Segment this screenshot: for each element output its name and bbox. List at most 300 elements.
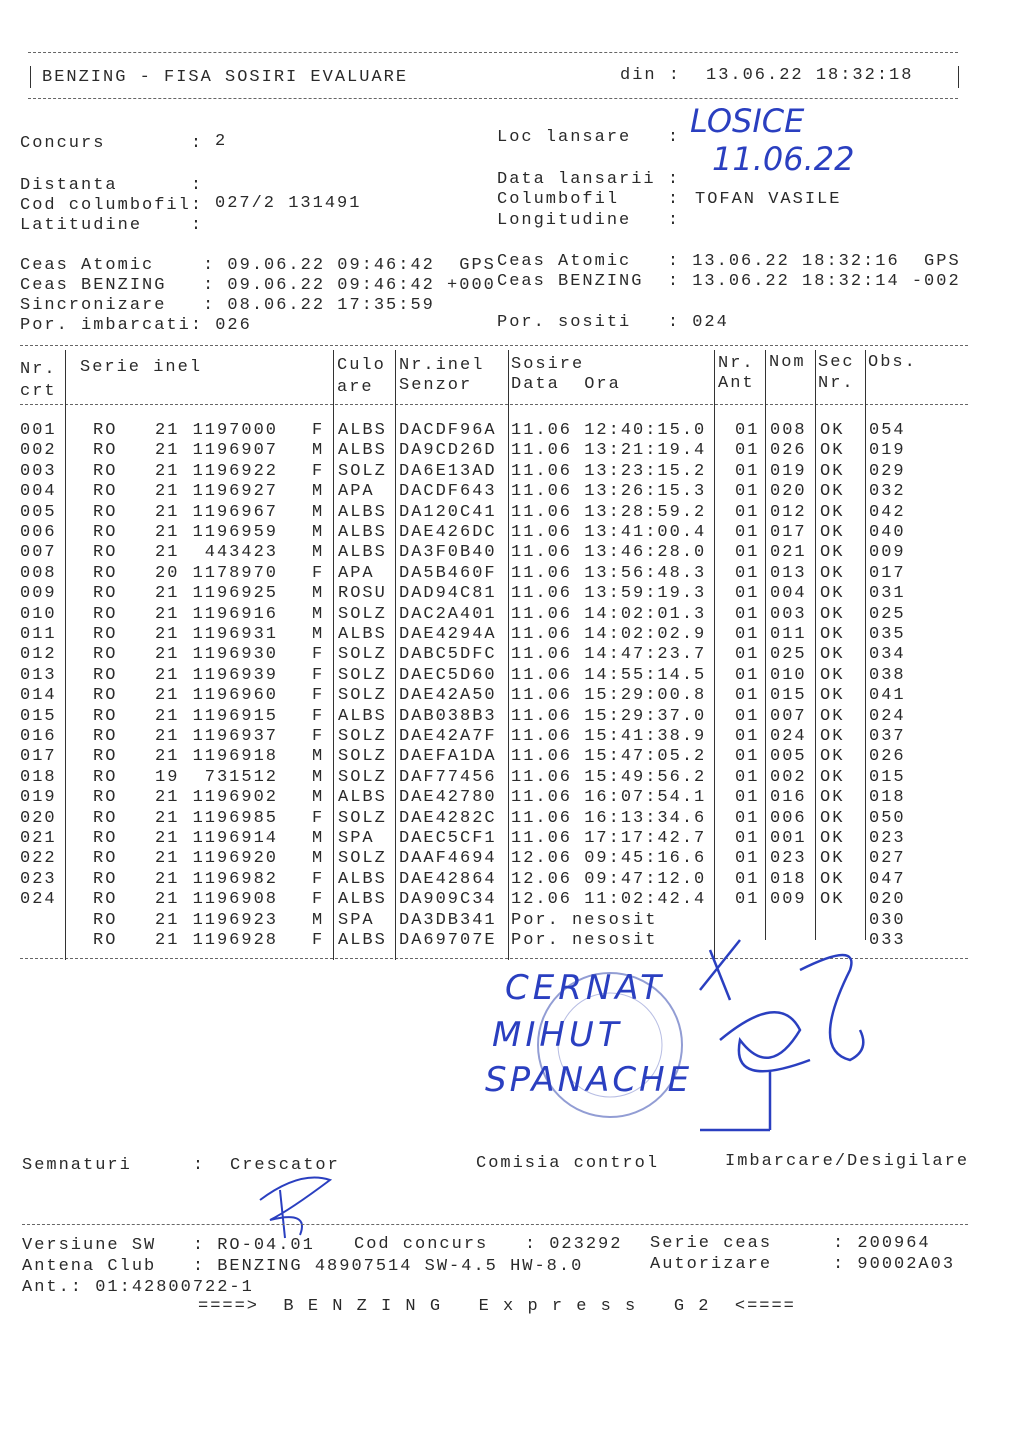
row-10-tara: RO: [93, 604, 118, 624]
row-13-sex: F: [312, 665, 325, 685]
row-18-inel: 731512: [204, 767, 278, 787]
row-20-sosire: 11.06 16:13:34.6: [511, 808, 707, 828]
row-24-sosire: 12.06 11:02:42.4: [511, 890, 707, 910]
row-23-tara: RO: [93, 869, 118, 889]
row-23-sec: OK: [820, 869, 845, 889]
row-13-obs: 038: [869, 665, 906, 685]
row-1-nom: 008: [770, 421, 807, 440]
row-1-senzor: DACDF96A: [399, 421, 497, 440]
row-25-senzor: DA3DB341: [399, 910, 497, 930]
row-23-culoare: ALBS: [338, 869, 387, 889]
row-17-culoare: SOLZ: [338, 747, 387, 767]
versiune-sw: Versiune SW : RO-04.01: [22, 1236, 315, 1255]
crescator-signature: [240, 1160, 360, 1240]
row-14-nom: 015: [770, 686, 807, 706]
row-11-nr: 011: [20, 625, 57, 644]
row-12-inel: 1196930: [192, 645, 278, 665]
row-23-sosire: 12.06 09:47:12.0: [511, 869, 707, 889]
row-24-obs: 020: [869, 890, 906, 910]
row-8-sex: F: [312, 563, 325, 583]
row-2-sex: M: [312, 441, 325, 461]
row-19-senzor: DAE42780: [399, 788, 497, 808]
row-4-sosire: 11.06 13:26:15.3: [511, 482, 707, 502]
table-header-border: [20, 404, 968, 405]
row-17-nr: 017: [20, 747, 57, 767]
col-nr-header: Nr.: [20, 360, 57, 379]
row-7-senzor: DA3F0B40: [399, 543, 497, 563]
row-11-obs: 035: [869, 625, 906, 644]
row-8-inel: 1178970: [192, 563, 278, 583]
row-22-sex: M: [312, 849, 325, 869]
row-11-ant: 01: [735, 625, 760, 644]
row-9-culoare: ROSU: [338, 584, 387, 604]
row-9-an: 21: [155, 584, 180, 604]
row-14-inel: 1196960: [192, 686, 278, 706]
row-10-senzor: DAC2A401: [399, 604, 497, 624]
row-26-culoare: ALBS: [338, 931, 387, 950]
row-17-sec: OK: [820, 747, 845, 767]
row-22-sec: OK: [820, 849, 845, 869]
row-17-sosire: 11.06 15:47:05.2: [511, 747, 707, 767]
row-12-sosire: 11.06 14:47:23.7: [511, 645, 707, 665]
row-24-sex: F: [312, 890, 325, 910]
signature-name-3: SPANACHE: [485, 1060, 693, 1100]
print-date-value: 13.06.22 18:32:18: [706, 66, 914, 85]
row-12-ant: 01: [735, 645, 760, 665]
row-8-an: 20: [155, 563, 180, 583]
row-6-ant: 01: [735, 523, 760, 542]
row-13-culoare: SOLZ: [338, 665, 387, 685]
row-15-sec: OK: [820, 706, 845, 726]
row-22-tara: RO: [93, 849, 118, 869]
autorizare: Autorizare : 90002A03: [650, 1255, 956, 1274]
row-5-tara: RO: [93, 502, 118, 522]
row-7-obs: 009: [869, 543, 906, 563]
row-9-sex: M: [312, 584, 325, 604]
antena-id: Ant.: 01:42800722-1: [22, 1278, 254, 1297]
row-21-senzor: DAEC5CF1: [399, 829, 497, 848]
row-15-tara: RO: [93, 706, 118, 726]
row-13-sosire: 11.06 14:55:14.5: [511, 665, 707, 685]
row-2-an: 21: [155, 441, 180, 461]
row-7-culoare: ALBS: [338, 543, 387, 563]
row-22-an: 21: [155, 849, 180, 869]
row-20-obs: 050: [869, 808, 906, 828]
row-21-sosire: 11.06 17:17:42.7: [511, 829, 707, 848]
row-1-obs: 054: [869, 421, 906, 440]
header-bottom-border: [28, 98, 958, 99]
col-senzor-header-2: Senzor: [399, 376, 473, 395]
data-lansarii-handwritten: 11.06.22: [712, 140, 855, 178]
row-18-sosire: 11.06 15:49:56.2: [511, 767, 707, 787]
row-6-sosire: 11.06 13:41:00.4: [511, 523, 707, 542]
row-4-inel: 1196927: [192, 482, 278, 502]
col-nom-header: Nom: [769, 353, 806, 372]
row-23-senzor: DAE42864: [399, 869, 497, 889]
column-divider: [815, 350, 816, 940]
print-date-label: din :: [620, 66, 682, 85]
row-25-sosire: Por. nesosit: [511, 910, 658, 930]
row-7-an: 21: [155, 543, 180, 563]
distanta-label: Distanta :: [20, 176, 204, 195]
row-3-senzor: DA6E13AD: [399, 461, 497, 481]
row-13-sec: OK: [820, 665, 845, 685]
row-8-ant: 01: [735, 563, 760, 583]
row-15-sex: F: [312, 706, 325, 726]
row-3-ant: 01: [735, 461, 760, 481]
column-divider: [865, 350, 866, 940]
col-culoare-header-2: are: [337, 378, 374, 397]
row-9-tara: RO: [93, 584, 118, 604]
row-15-nr: 015: [20, 706, 57, 726]
row-19-nom: 016: [770, 788, 807, 808]
row-1-sosire: 11.06 12:40:15.0: [511, 421, 707, 440]
row-1-tara: RO: [93, 421, 118, 440]
row-6-culoare: ALBS: [338, 523, 387, 542]
row-26-an: 21: [155, 931, 180, 950]
col-sec-header-2: Nr.: [818, 374, 855, 393]
row-21-sex: M: [312, 829, 325, 848]
row-12-sec: OK: [820, 645, 845, 665]
row-4-senzor: DACDF643: [399, 482, 497, 502]
row-20-tara: RO: [93, 808, 118, 828]
header-right-border: [958, 66, 959, 88]
row-25-obs: 030: [869, 910, 906, 930]
loc-lansare-label: Loc lansare :: [497, 128, 681, 147]
row-6-senzor: DAE426DC: [399, 523, 497, 542]
row-4-an: 21: [155, 482, 180, 502]
row-17-sex: M: [312, 747, 325, 767]
row-15-nom: 007: [770, 706, 807, 726]
row-16-sec: OK: [820, 727, 845, 746]
loc-lansare-handwritten: LOSICE: [690, 102, 805, 140]
row-17-nom: 005: [770, 747, 807, 767]
row-8-sosire: 11.06 13:56:48.3: [511, 563, 707, 583]
benzing-banner: ====> B E N Z I N G E x p r e s s G 2 <====: [198, 1297, 796, 1316]
row-15-ant: 01: [735, 706, 760, 726]
col-serie-header: Serie inel: [80, 358, 203, 377]
row-5-an: 21: [155, 502, 180, 522]
row-17-senzor: DAEFA1DA: [399, 747, 497, 767]
row-21-an: 21: [155, 829, 180, 848]
row-4-culoare: APA: [338, 482, 375, 502]
row-3-nom: 019: [770, 461, 807, 481]
row-17-ant: 01: [735, 747, 760, 767]
row-19-an: 21: [155, 788, 180, 808]
row-10-nr: 010: [20, 604, 57, 624]
col-sec-header: Sec: [818, 353, 855, 372]
row-12-sex: F: [312, 645, 325, 665]
row-3-an: 21: [155, 461, 180, 481]
porumbei-imbarcati: Por. imbarcati: 026: [20, 316, 252, 335]
column-divider: [765, 350, 766, 940]
row-23-nr: 023: [20, 869, 57, 889]
row-9-nr: 009: [20, 584, 57, 604]
row-22-obs: 027: [869, 849, 906, 869]
row-18-ant: 01: [735, 767, 760, 787]
row-1-an: 21: [155, 421, 180, 440]
row-22-culoare: SOLZ: [338, 849, 387, 869]
row-23-inel: 1196982: [192, 869, 278, 889]
row-8-nom: 013: [770, 563, 807, 583]
row-7-tara: RO: [93, 543, 118, 563]
row-26-obs: 033: [869, 931, 906, 950]
signature-name-1: CERNAT: [505, 968, 665, 1008]
row-11-sosire: 11.06 14:02:02.9: [511, 625, 707, 644]
row-14-sosire: 11.06 15:29:00.8: [511, 686, 707, 706]
porumbei-sositi: Por. sositi : 024: [497, 313, 729, 332]
col-ant-header: Nr.: [718, 354, 755, 373]
footer-border: [22, 1224, 968, 1225]
col-sosire-header: Sosire: [511, 355, 585, 374]
row-20-sec: OK: [820, 808, 845, 828]
row-14-obs: 041: [869, 686, 906, 706]
row-24-nom: 009: [770, 890, 807, 910]
row-18-obs: 015: [869, 767, 906, 787]
row-24-an: 21: [155, 890, 180, 910]
row-1-sex: F: [312, 421, 325, 440]
row-20-nr: 020: [20, 808, 57, 828]
row-24-culoare: ALBS: [338, 890, 387, 910]
row-26-inel: 1196928: [192, 931, 278, 950]
row-19-sec: OK: [820, 788, 845, 808]
col-senzor-header: Nr.inel: [399, 356, 485, 375]
row-6-sec: OK: [820, 523, 845, 542]
row-23-nom: 018: [770, 869, 807, 889]
col-culoare-header: Culo: [337, 356, 386, 375]
column-divider: [333, 350, 334, 960]
row-26-sosire: Por. nesosit: [511, 931, 658, 950]
row-20-sex: F: [312, 808, 325, 828]
row-7-nom: 021: [770, 543, 807, 563]
row-2-obs: 019: [869, 441, 906, 461]
row-24-sec: OK: [820, 890, 845, 910]
row-10-sex: M: [312, 604, 325, 624]
row-7-nr: 007: [20, 543, 57, 563]
longitudine-label: Longitudine :: [497, 211, 681, 230]
row-18-culoare: SOLZ: [338, 767, 387, 787]
row-24-tara: RO: [93, 890, 118, 910]
row-3-nr: 003: [20, 461, 57, 481]
row-3-sex: F: [312, 461, 325, 481]
row-4-tara: RO: [93, 482, 118, 502]
col-obs-header: Obs.: [868, 353, 917, 372]
row-5-ant: 01: [735, 502, 760, 522]
row-10-nom: 003: [770, 604, 807, 624]
row-20-senzor: DAE4282C: [399, 808, 497, 828]
column-divider: [395, 350, 396, 960]
row-16-senzor: DAE42A7F: [399, 727, 497, 746]
table-top-border: [20, 345, 968, 346]
row-20-culoare: SOLZ: [338, 808, 387, 828]
row-4-ant: 01: [735, 482, 760, 502]
row-14-ant: 01: [735, 686, 760, 706]
row-7-ant: 01: [735, 543, 760, 563]
row-19-culoare: ALBS: [338, 788, 387, 808]
row-13-senzor: DAEC5D60: [399, 665, 497, 685]
row-2-tara: RO: [93, 441, 118, 461]
row-11-senzor: DAE4294A: [399, 625, 497, 644]
row-15-senzor: DAB038B3: [399, 706, 497, 726]
row-23-sex: F: [312, 869, 325, 889]
row-9-sec: OK: [820, 584, 845, 604]
row-3-obs: 029: [869, 461, 906, 481]
row-8-culoare: APA: [338, 563, 375, 583]
row-10-inel: 1196916: [192, 604, 278, 624]
row-1-sec: OK: [820, 421, 845, 440]
row-5-sosire: 11.06 13:28:59.2: [511, 502, 707, 522]
row-15-inel: 1196915: [192, 706, 278, 726]
row-12-nr: 012: [20, 645, 57, 665]
row-5-inel: 1196967: [192, 502, 278, 522]
row-2-sosire: 11.06 13:21:19.4: [511, 441, 707, 461]
row-22-nom: 023: [770, 849, 807, 869]
row-21-ant: 01: [735, 829, 760, 848]
row-21-culoare: SPA: [338, 829, 375, 848]
serie-ceas: Serie ceas : 200964: [650, 1234, 931, 1253]
row-22-sosire: 12.06 09:45:16.6: [511, 849, 707, 869]
end-ceas-atomic: Ceas Atomic : 13.06.22 18:32:16 GPS: [497, 252, 961, 271]
row-8-sec: OK: [820, 563, 845, 583]
row-16-an: 21: [155, 727, 180, 746]
end-ceas-benzing: Ceas BENZING : 13.06.22 18:32:14 -002: [497, 272, 961, 291]
row-24-inel: 1196908: [192, 890, 278, 910]
row-17-obs: 026: [869, 747, 906, 767]
row-11-nom: 011: [770, 625, 807, 644]
row-6-tara: RO: [93, 523, 118, 542]
row-3-inel: 1196922: [192, 461, 278, 481]
columbofil-value: TOFAN VASILE: [695, 190, 842, 209]
cod-columbofil-label: Cod columbofil:: [20, 196, 204, 215]
row-22-inel: 1196920: [192, 849, 278, 869]
row-22-ant: 01: [735, 849, 760, 869]
row-20-ant: 01: [735, 808, 760, 828]
row-9-sosire: 11.06 13:59:19.3: [511, 584, 707, 604]
start-ceas-atomic: Ceas Atomic : 09.06.22 09:46:42 GPS: [20, 256, 496, 275]
row-16-nr: 016: [20, 727, 57, 746]
row-14-nr: 014: [20, 686, 57, 706]
row-3-culoare: SOLZ: [338, 461, 387, 481]
row-21-nom: 001: [770, 829, 807, 848]
row-14-senzor: DAE42A50: [399, 686, 497, 706]
row-2-nr: 002: [20, 441, 57, 461]
row-12-obs: 034: [869, 645, 906, 665]
row-4-sex: M: [312, 482, 325, 502]
row-19-ant: 01: [735, 788, 760, 808]
row-18-sex: M: [312, 767, 325, 787]
row-16-inel: 1196937: [192, 727, 278, 746]
row-17-tara: RO: [93, 747, 118, 767]
row-21-inel: 1196914: [192, 829, 278, 848]
row-11-sec: OK: [820, 625, 845, 644]
concurs-label: Concurs :: [20, 134, 204, 153]
row-7-sosire: 11.06 13:46:28.0: [511, 543, 707, 563]
row-5-obs: 042: [869, 502, 906, 522]
row-11-sex: M: [312, 625, 325, 644]
row-19-nr: 019: [20, 788, 57, 808]
row-8-nr: 008: [20, 563, 57, 583]
row-14-tara: RO: [93, 686, 118, 706]
row-11-culoare: ALBS: [338, 625, 387, 644]
latitudine-label: Latitudine :: [20, 216, 204, 235]
columbofil-label: Columbofil :: [497, 190, 681, 209]
row-2-culoare: ALBS: [338, 441, 387, 461]
row-16-ant: 01: [735, 727, 760, 746]
row-11-inel: 1196931: [192, 625, 278, 644]
row-15-culoare: ALBS: [338, 706, 387, 726]
row-1-nr: 001: [20, 421, 57, 440]
row-7-inel: 443423: [204, 543, 278, 563]
row-13-an: 21: [155, 665, 180, 685]
imbarcare-label: Imbarcare/Desigilare: [725, 1152, 970, 1171]
row-20-an: 21: [155, 808, 180, 828]
row-16-culoare: SOLZ: [338, 727, 387, 746]
data-lansarii-label: Data lansarii :: [497, 170, 681, 189]
row-22-senzor: DAAF4694: [399, 849, 497, 869]
row-15-obs: 024: [869, 706, 906, 726]
row-14-sex: F: [312, 686, 325, 706]
row-26-senzor: DA69707E: [399, 931, 497, 950]
row-20-nom: 006: [770, 808, 807, 828]
row-2-nom: 026: [770, 441, 807, 461]
row-14-an: 21: [155, 686, 180, 706]
row-19-tara: RO: [93, 788, 118, 808]
row-16-tara: RO: [93, 727, 118, 746]
sincronizare: Sincronizare : 08.06.22 17:35:59: [20, 296, 435, 315]
row-18-nom: 002: [770, 767, 807, 787]
row-24-ant: 01: [735, 890, 760, 910]
row-14-culoare: SOLZ: [338, 686, 387, 706]
row-16-obs: 037: [869, 727, 906, 746]
row-25-an: 21: [155, 910, 180, 930]
row-12-an: 21: [155, 645, 180, 665]
row-12-senzor: DABC5DFC: [399, 645, 497, 665]
row-10-ant: 01: [735, 604, 760, 624]
row-25-sex: M: [312, 910, 325, 930]
signature-scribble: [700, 940, 863, 1130]
row-22-nr: 022: [20, 849, 57, 869]
row-10-sec: OK: [820, 604, 845, 624]
row-9-obs: 031: [869, 584, 906, 604]
row-5-senzor: DA120C41: [399, 502, 497, 522]
row-24-nr: 024: [20, 890, 57, 910]
row-13-tara: RO: [93, 665, 118, 685]
row-14-sec: OK: [820, 686, 845, 706]
column-divider: [65, 350, 66, 960]
row-11-tara: RO: [93, 625, 118, 644]
row-15-sosire: 11.06 15:29:37.0: [511, 706, 707, 726]
row-10-an: 21: [155, 604, 180, 624]
row-25-culoare: SPA: [338, 910, 375, 930]
row-21-sec: OK: [820, 829, 845, 848]
row-6-nr: 006: [20, 523, 57, 542]
row-18-senzor: DAF77456: [399, 767, 497, 787]
row-24-senzor: DA909C34: [399, 890, 497, 910]
crescator-label: Crescator: [230, 1156, 340, 1175]
row-10-culoare: SOLZ: [338, 604, 387, 624]
row-10-sosire: 11.06 14:02:01.3: [511, 604, 707, 624]
row-4-nr: 004: [20, 482, 57, 502]
row-23-an: 21: [155, 869, 180, 889]
row-12-culoare: SOLZ: [338, 645, 387, 665]
row-11-an: 21: [155, 625, 180, 644]
semnaturi-label: Semnaturi :: [22, 1156, 206, 1175]
row-7-sex: M: [312, 543, 325, 563]
row-3-sosire: 11.06 13:23:15.2: [511, 461, 707, 481]
row-1-culoare: ALBS: [338, 421, 387, 440]
row-10-obs: 025: [869, 604, 906, 624]
row-8-senzor: DA5B460F: [399, 563, 497, 583]
